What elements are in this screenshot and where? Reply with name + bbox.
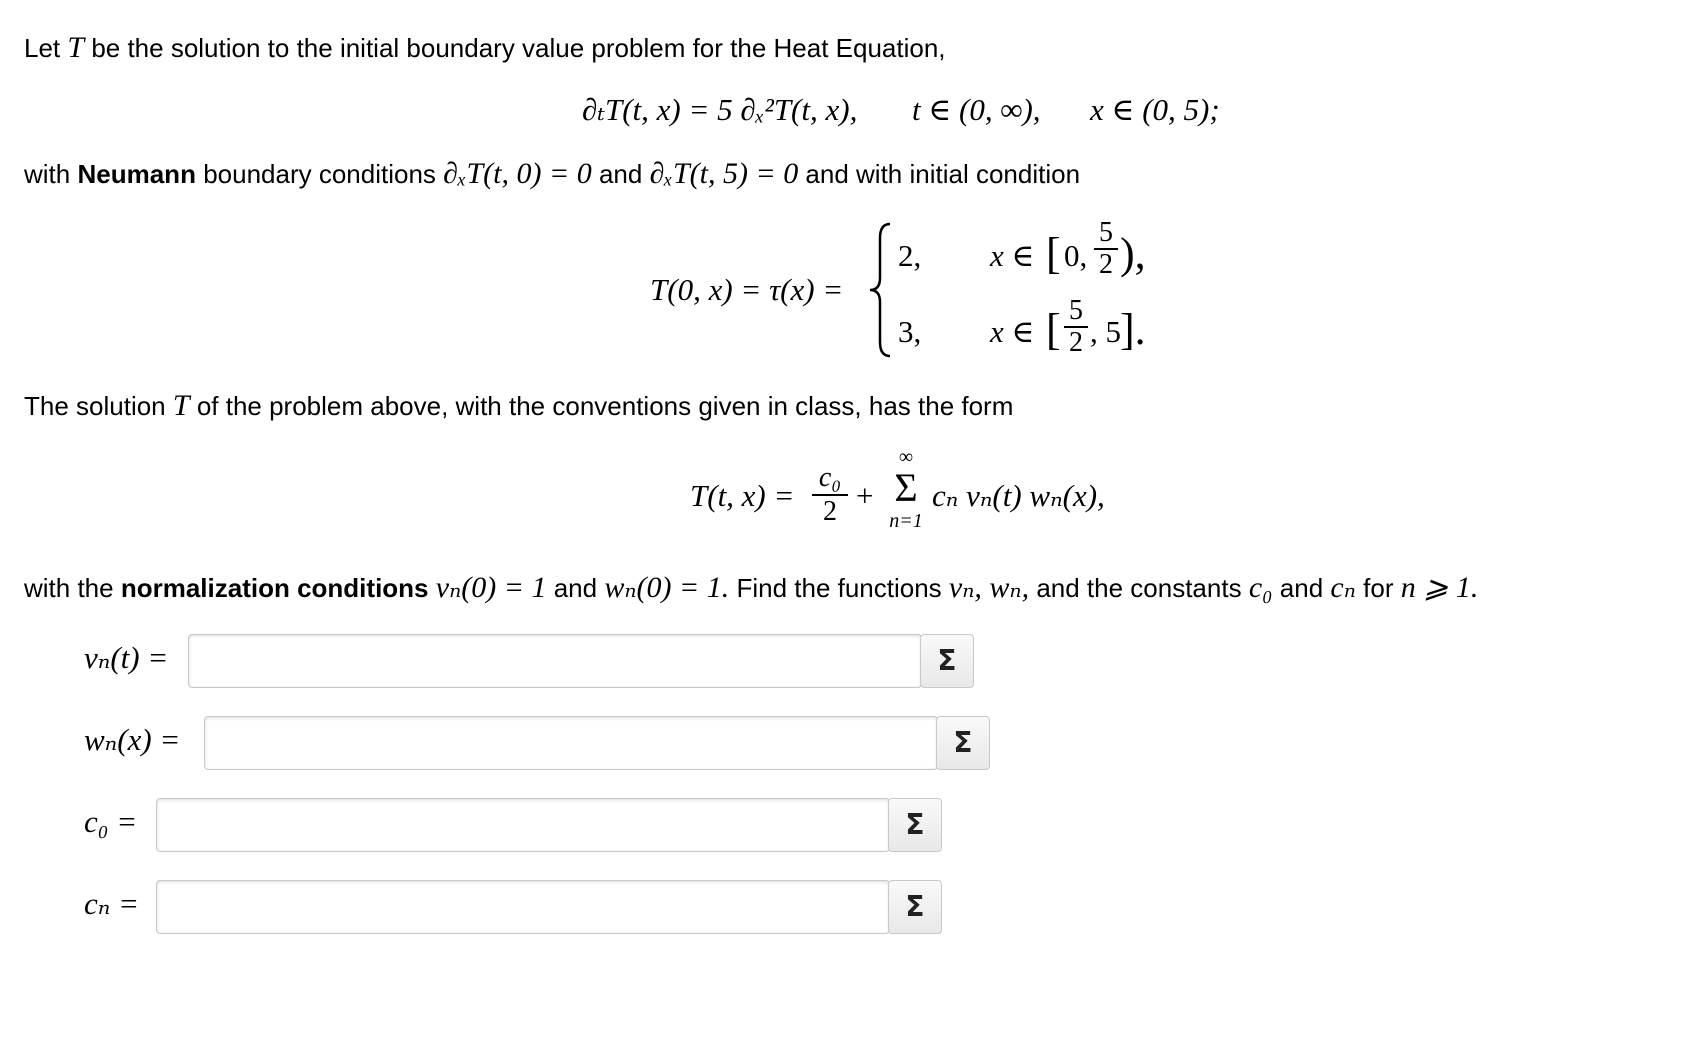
wn-sigma-button[interactable]: Σ bbox=[936, 716, 990, 770]
norm-and: and bbox=[553, 573, 598, 603]
initial-lhs: T(0, x) = τ(x) = bbox=[650, 272, 844, 307]
series-summand: cₙ vₙ(t) wₙ(x), bbox=[932, 478, 1105, 513]
answer-label-wn: wₙ(x) = bbox=[84, 722, 181, 757]
sum-top: ∞ bbox=[898, 446, 914, 468]
series-frac-den: 2 bbox=[823, 496, 837, 527]
left-brace-icon bbox=[866, 220, 896, 360]
series-fraction bbox=[812, 462, 848, 528]
answer-label-cn: cₙ = bbox=[84, 886, 139, 921]
boundary-cond2: ∂ₓT(t, 5) = 0 bbox=[649, 157, 799, 190]
answer-label-c0: c₀ = bbox=[84, 804, 138, 839]
case2-frac-den: 2 bbox=[1069, 327, 1083, 358]
case2-value: 3, bbox=[898, 314, 922, 349]
case2-end: ]. bbox=[1120, 305, 1146, 354]
intro-text-after: be the solution to the initial boundary value problem for the Heat Equation, bbox=[91, 33, 946, 63]
case2-frac-num: 5 bbox=[1064, 296, 1088, 328]
boundary-bold: Neumann bbox=[77, 159, 196, 189]
norm-ask: Find the functions bbox=[736, 573, 942, 603]
intro-var-T: T bbox=[67, 31, 85, 64]
c0-input[interactable] bbox=[157, 799, 889, 851]
solution-intro bbox=[24, 390, 1013, 422]
boundary-middle: boundary conditions bbox=[203, 159, 436, 189]
norm-prefix: with the bbox=[24, 573, 114, 603]
series-plus: + bbox=[856, 478, 874, 513]
case1-domain-prefix: x ∈ bbox=[990, 238, 1035, 273]
case2-domain-prefix: x ∈ bbox=[990, 314, 1035, 349]
norm-cond1: vₙ(0) = 1 bbox=[435, 571, 547, 604]
vn-input-box[interactable] bbox=[188, 634, 922, 688]
sum-symbol: Σ bbox=[894, 465, 918, 510]
series-lhs: T(t, x) = bbox=[690, 478, 795, 513]
case1-interval-left: 0, bbox=[1064, 238, 1088, 273]
pde-x-domain: x ∈ (0, 5); bbox=[1090, 92, 1220, 127]
case2-fraction bbox=[1064, 296, 1088, 358]
wn-input-box[interactable] bbox=[204, 716, 938, 770]
vn-sigma-button[interactable]: Σ bbox=[920, 634, 974, 688]
cn-input[interactable] bbox=[157, 881, 889, 933]
norm-funcs: vₙ, wₙ, bbox=[948, 571, 1030, 604]
c0-sigma-button[interactable]: Σ bbox=[888, 798, 942, 852]
solution-before: The solution bbox=[24, 391, 166, 421]
case1-end: ), bbox=[1120, 229, 1146, 278]
solution-var-T: T bbox=[172, 389, 190, 422]
answer-label-vn: vₙ(t) = bbox=[84, 640, 169, 675]
norm-bold: normalization conditions bbox=[120, 573, 429, 603]
series-frac-num: c₀ bbox=[812, 462, 848, 496]
series-sum bbox=[886, 446, 926, 534]
boundary-cond1: ∂ₓT(t, 0) = 0 bbox=[443, 157, 592, 190]
norm-for: for bbox=[1363, 573, 1394, 603]
wn-input[interactable] bbox=[205, 717, 937, 769]
case1-fraction bbox=[1094, 218, 1118, 280]
norm-cond2: wₙ(0) = 1. bbox=[604, 571, 730, 604]
pde-equation: ∂ₜT(t, x) = 5 ∂ₓ²T(t, x), bbox=[582, 92, 858, 127]
case1-frac-num: 5 bbox=[1094, 218, 1118, 250]
case1-frac-den: 2 bbox=[1099, 249, 1113, 280]
norm-cond: n ⩾ 1. bbox=[1400, 571, 1479, 604]
case1-value: 2, bbox=[898, 238, 922, 273]
cn-sigma-button[interactable]: Σ bbox=[888, 880, 942, 934]
intro-text-before: Let bbox=[24, 33, 61, 63]
pde-t-domain: t ∈ (0, ∞), bbox=[912, 92, 1041, 127]
vn-input[interactable] bbox=[189, 635, 921, 687]
norm-and3: and bbox=[1279, 573, 1324, 603]
sum-bottom: n=1 bbox=[889, 510, 923, 532]
boundary-and: and bbox=[598, 159, 643, 189]
c0-input-box[interactable] bbox=[156, 798, 890, 852]
norm-and2: and the constants bbox=[1036, 573, 1242, 603]
boundary-prefix: with bbox=[24, 159, 71, 189]
norm-c0: c₀ bbox=[1248, 571, 1273, 604]
boundary-suffix: and with initial condition bbox=[805, 159, 1081, 189]
case1-left-bracket: [ bbox=[1046, 229, 1061, 278]
intro-line bbox=[24, 32, 946, 64]
norm-cn: cₙ bbox=[1330, 571, 1356, 604]
case2-interval-right: , 5 bbox=[1090, 314, 1121, 349]
case2-left-bracket: [ bbox=[1046, 305, 1061, 354]
solution-after: of the problem above, with the conventions given in class, has the form bbox=[196, 391, 1014, 421]
cn-input-box[interactable] bbox=[156, 880, 890, 934]
boundary-line bbox=[24, 158, 1080, 190]
normalization-line bbox=[24, 572, 1478, 604]
